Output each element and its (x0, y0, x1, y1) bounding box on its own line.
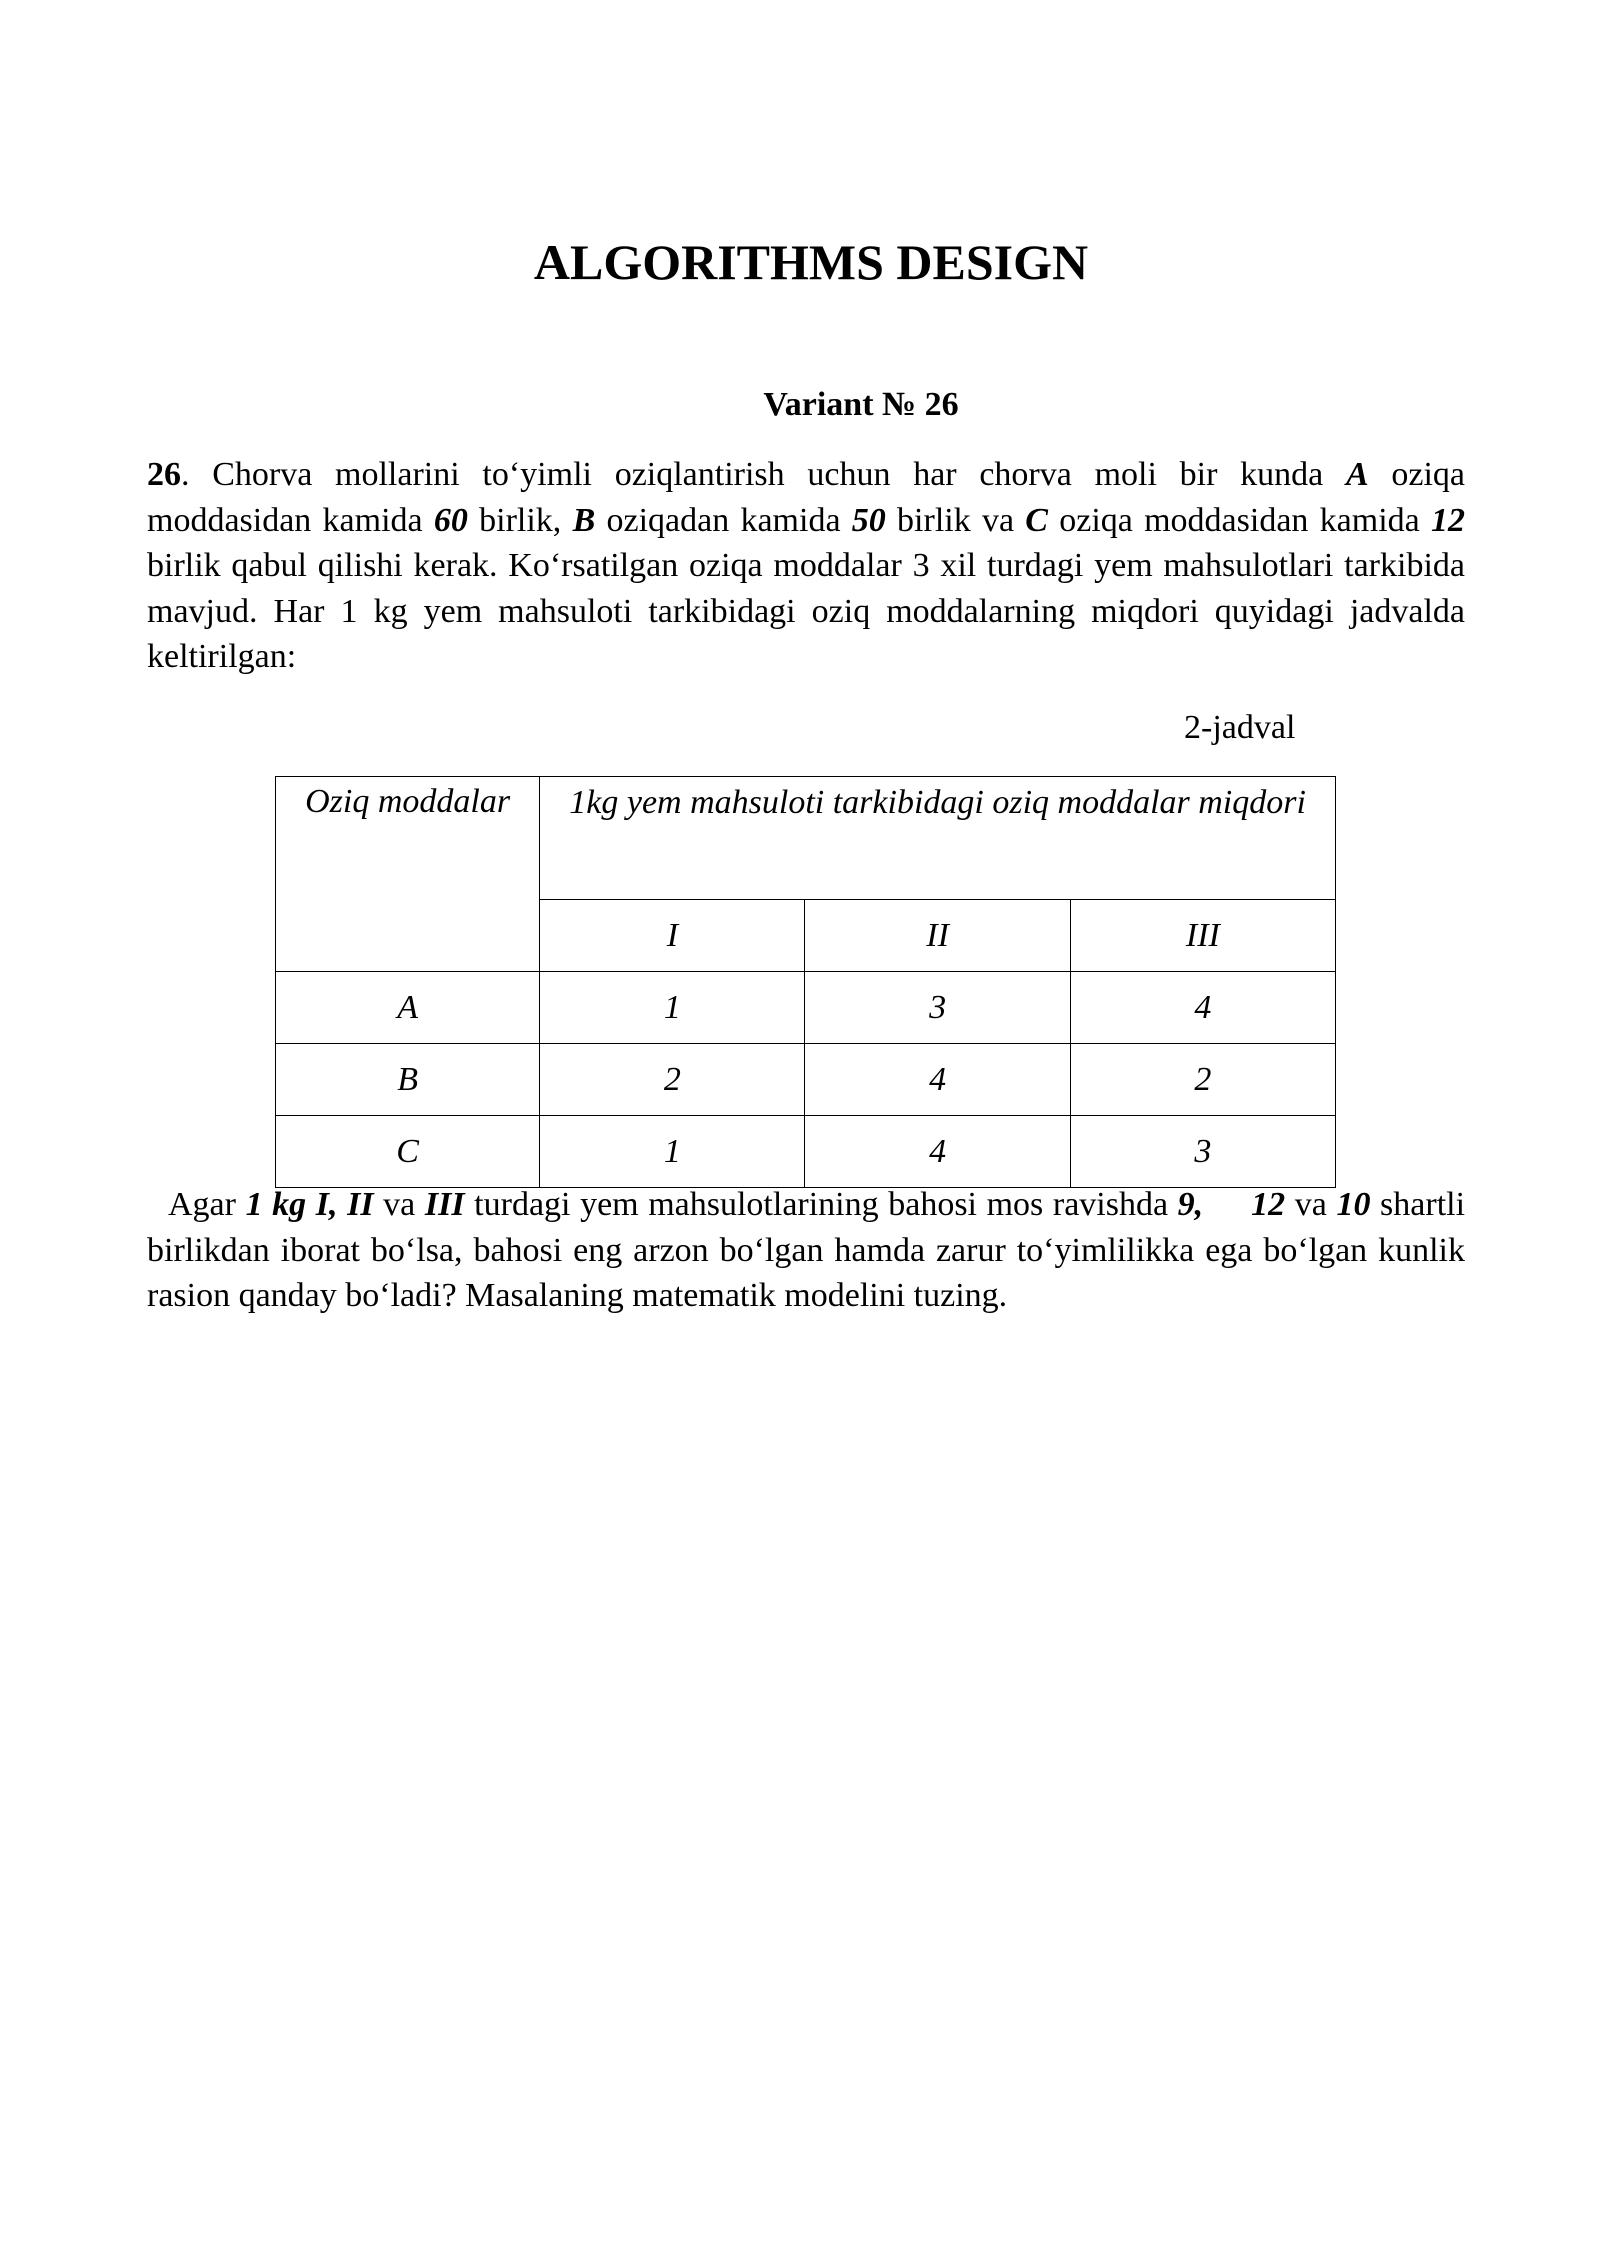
problem-text-3: birlik, (467, 501, 573, 539)
table-cell: 3 (805, 972, 1070, 1044)
question-text-3: turdagi yem mahsulotlarining bahosi mos ravishda (464, 1186, 1178, 1223)
table-cell: 2 (540, 1044, 805, 1116)
problem-text-4: oziqadan kamida (595, 501, 852, 539)
feed-kinds: 1 kg I, II (245, 1186, 374, 1223)
row-label: B (276, 1044, 540, 1116)
question-text-6: shartli birlikdan iborat bo‘lsa, bahosi eng arzon bo‘lgan hamda zarur to‘yimlilikka ega bo‘lgan kunlik rasion qanday bo‘ladi? Masalaning matematik modelini tuzing. (147, 1186, 1466, 1314)
table-cell: 4 (1070, 972, 1335, 1044)
document-title: ALGORITHMS DESIGN (533, 234, 1089, 290)
question-paragraph (147, 1182, 1465, 1319)
price-2: 12 (1251, 1186, 1286, 1223)
table-row (276, 1044, 1336, 1116)
table-header-row (276, 777, 1336, 900)
table-caption: 2-jadval (1184, 709, 1296, 746)
column-header: III (1070, 900, 1335, 972)
table-cell: 4 (805, 1044, 1070, 1116)
group-header: 1kg yem mahsuloti tarkibidagi oziq moddalar miqdori (540, 777, 1336, 900)
price-3: 10 (1336, 1186, 1371, 1223)
table-cell: 4 (805, 1116, 1070, 1188)
variant-heading: Variant № 26 (763, 386, 959, 423)
question-text-4 (1203, 1186, 1251, 1223)
problem-statement (147, 452, 1465, 680)
question-text-1: Agar (168, 1186, 246, 1223)
question-text-5: va (1285, 1186, 1337, 1223)
problem-text-1: . Chorva mollarini to‘yimli oziqlantirish uchun har chorva moli bir kunda (181, 456, 1346, 493)
table-cell: 2 (1070, 1044, 1335, 1116)
nutrient-b: B (572, 501, 596, 539)
requirement-a: 60 (433, 501, 468, 539)
price-1: 9, (1177, 1186, 1204, 1223)
nutrient-table (275, 776, 1336, 1188)
problem-number: 26 (147, 456, 181, 493)
row-label: A (276, 972, 540, 1044)
table-row (276, 1116, 1336, 1188)
feed-kind-3: III (424, 1186, 465, 1223)
table-row (276, 972, 1336, 1044)
requirement-b: 50 (851, 501, 886, 539)
question-text-2: va (373, 1186, 425, 1223)
problem-text-5: birlik va (885, 501, 1026, 539)
table-cell: 1 (540, 1116, 805, 1188)
nutrient-a: A (1345, 456, 1369, 493)
problem-text-7: birlik qabul qilishi kerak. Ko‘rsatilgan oziqa moddalar 3 xil turdagi yem mahsulotlari tarkibida mavjud. Har 1 kg yem mahsuloti tarkibidagi oziq moddalarning miqdori quyidagi jadvalda keltirilgan: (147, 547, 1465, 675)
problem-text-2: oziqa moddasidan kamida (147, 456, 1465, 539)
table-cell: 3 (1070, 1116, 1335, 1188)
corner-header: Oziq moddalar (276, 777, 540, 972)
row-label: C (276, 1116, 540, 1188)
column-header: I (540, 900, 805, 972)
requirement-c: 12 (1431, 501, 1465, 539)
problem-text-6: oziqa moddasidan kamida (1047, 501, 1431, 539)
column-header: II (805, 900, 1070, 972)
nutrient-c: C (1025, 501, 1048, 539)
table-cell: 1 (540, 972, 805, 1044)
